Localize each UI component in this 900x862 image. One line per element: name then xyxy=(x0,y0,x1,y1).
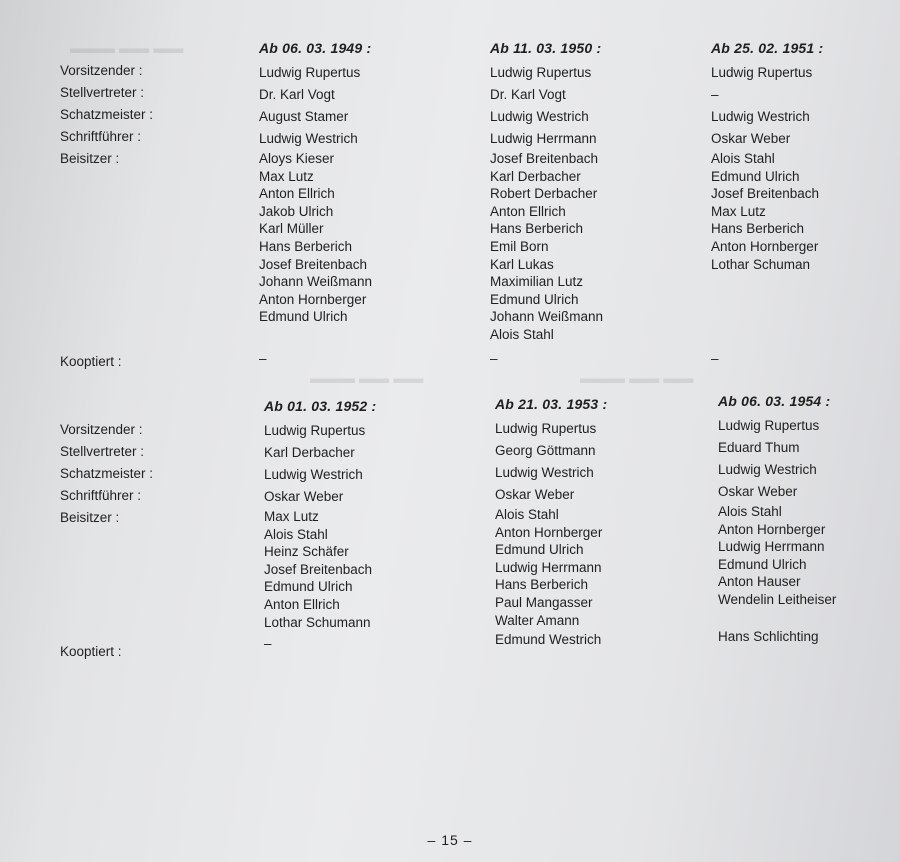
vorsitzender-value: Ludwig Rupertus xyxy=(711,65,813,80)
board-1950 xyxy=(490,40,603,370)
beisitzer-member: Josef Breitenbach xyxy=(259,256,368,272)
beisitzer-member: Wendelin Leitheiser xyxy=(718,591,837,607)
schatzmeister-value: Ludwig Westrich xyxy=(711,109,810,124)
beisitzer-member: Hans Berberich xyxy=(711,221,805,237)
beisitzer-member: Max Lutz xyxy=(259,168,314,184)
beisitzer-list xyxy=(495,506,607,629)
beisitzer-member: Paul Mangasser xyxy=(495,594,593,610)
beisitzer-member: Robert Derbacher xyxy=(490,186,598,202)
kooptiert-value: Edmund Westrich xyxy=(495,632,602,647)
label-schriftfuehrer: Schriftführer : xyxy=(60,129,142,144)
vorsitzender-value: Ludwig Rupertus xyxy=(495,421,597,436)
beisitzer-member: Alois Stahl xyxy=(711,151,775,166)
board-1951 xyxy=(711,40,823,370)
beisitzer-member: Josef Breitenbach xyxy=(711,186,820,202)
beisitzer-member: Hans Berberich xyxy=(495,577,589,593)
beisitzer-member: Edmund Ulrich xyxy=(259,309,348,325)
label-vorsitzender: Vorsitzender : xyxy=(60,63,143,78)
beisitzer-list xyxy=(711,150,823,273)
beisitzer-member: Alois Stahl xyxy=(490,326,554,342)
stellvertreter-value: Georg Göttmann xyxy=(495,443,596,458)
stellvertreter-value: – xyxy=(711,87,719,102)
beisitzer-member: Edmund Ulrich xyxy=(711,168,800,184)
stellvertreter-value: Karl Derbacher xyxy=(264,445,355,460)
vorsitzender-value: Ludwig Rupertus xyxy=(490,65,592,80)
schriftfuehrer-value: Ludwig Westrich xyxy=(259,131,358,146)
beisitzer-list xyxy=(259,150,372,326)
beisitzer-list xyxy=(490,150,603,344)
bleed-through-texture: ▬▬ ▬▬ ▬▬▬ ▬▬ ▬▬ ▬▬▬ ▬▬ ▬▬ ▬▬▬ xyxy=(70,40,694,387)
schatzmeister-value: Ludwig Westrich xyxy=(718,462,817,477)
period-heading: Ab 11. 03. 1950 : xyxy=(490,40,602,56)
beisitzer-member: Maximilian Lutz xyxy=(490,274,584,290)
board-1953 xyxy=(495,396,607,656)
label-stellvertreter: Stellvertreter : xyxy=(60,85,145,100)
beisitzer-member: Lothar Schuman xyxy=(711,256,811,272)
beisitzer-member: Emil Born xyxy=(490,238,549,254)
beisitzer-member: Karl Müller xyxy=(259,221,324,237)
schatzmeister-value: Ludwig Westrich xyxy=(495,465,594,480)
beisitzer-member: Ludwig Herrmann xyxy=(718,539,825,555)
label-beisitzer: Beisitzer : xyxy=(60,510,120,525)
beisitzer-member: Josef Breitenbach xyxy=(264,561,373,577)
beisitzer-member: Josef Breitenbach xyxy=(490,151,599,166)
beisitzer-member: Hans Berberich xyxy=(490,221,584,237)
board-1952 xyxy=(264,398,376,658)
beisitzer-member: Anton Hornberger xyxy=(711,238,819,254)
label-kooptiert: Kooptiert : xyxy=(60,644,122,659)
stellvertreter-value: Dr. Karl Vogt xyxy=(259,87,335,102)
beisitzer-member: Johann Weißmann xyxy=(490,309,604,325)
period-heading: Ab 21. 03. 1953 : xyxy=(495,396,608,412)
beisitzer-member: Johann Weißmann xyxy=(259,274,373,290)
beisitzer-list xyxy=(264,508,376,631)
beisitzer-member: Max Lutz xyxy=(264,509,319,524)
kooptiert-value: – xyxy=(259,351,267,366)
kooptiert-value: Hans Schlichting xyxy=(718,629,819,644)
period-heading: Ab 01. 03. 1952 : xyxy=(264,398,377,414)
beisitzer-member: Alois Stahl xyxy=(264,526,328,542)
period-heading: Ab 06. 03. 1954 : xyxy=(718,393,831,409)
beisitzer-member: Anton Hornberger xyxy=(495,524,603,540)
beisitzer-member: Anton Hornberger xyxy=(718,521,826,537)
beisitzer-member: Edmund Ulrich xyxy=(495,542,584,558)
label-vorsitzender: Vorsitzender : xyxy=(60,422,143,437)
label-kooptiert: Kooptiert : xyxy=(60,354,122,369)
beisitzer-member: Anton Ellrich xyxy=(490,203,566,219)
stellvertreter-value: Dr. Karl Vogt xyxy=(490,87,566,102)
board-1949 xyxy=(259,40,372,370)
beisitzer-member: Anton Ellrich xyxy=(264,596,340,612)
vorsitzender-value: Ludwig Rupertus xyxy=(264,423,366,438)
beisitzer-member: Ludwig Herrmann xyxy=(495,559,602,575)
schriftfuehrer-value: Oskar Weber xyxy=(264,489,344,504)
schriftfuehrer-value: Oskar Weber xyxy=(495,487,575,502)
label-beisitzer: Beisitzer : xyxy=(60,151,120,166)
beisitzer-member: Anton Hornberger xyxy=(259,291,367,307)
beisitzer-member: Edmund Ulrich xyxy=(718,556,807,572)
beisitzer-member: Max Lutz xyxy=(711,203,766,219)
page-number: – 15 – xyxy=(427,832,473,848)
beisitzer-member: Alois Stahl xyxy=(718,504,782,519)
beisitzer-member: Heinz Schäfer xyxy=(264,544,349,560)
beisitzer-member: Anton Ellrich xyxy=(259,186,335,202)
beisitzer-member: Anton Hauser xyxy=(718,574,801,590)
beisitzer-member: Karl Lukas xyxy=(490,256,554,272)
beisitzer-member: Lothar Schumann xyxy=(264,614,371,630)
label-schatzmeister: Schatzmeister : xyxy=(60,466,154,481)
beisitzer-member: Edmund Ulrich xyxy=(490,291,579,307)
beisitzer-member: Edmund Ulrich xyxy=(264,579,353,595)
schatzmeister-value: Ludwig Westrich xyxy=(490,109,589,124)
label-schriftfuehrer: Schriftführer : xyxy=(60,488,142,503)
beisitzer-member: Aloys Kieser xyxy=(259,151,335,166)
label-schatzmeister: Schatzmeister : xyxy=(60,107,154,122)
board-1954 xyxy=(718,393,836,653)
beisitzer-member: Jakob Ulrich xyxy=(259,203,334,219)
vorsitzender-value: Ludwig Rupertus xyxy=(718,418,820,433)
schriftfuehrer-value: Oskar Weber xyxy=(718,484,798,499)
vorsitzender-value: Ludwig Rupertus xyxy=(259,65,361,80)
period-heading: Ab 06. 03. 1949 : xyxy=(259,40,372,56)
kooptiert-value: – xyxy=(264,636,272,651)
beisitzer-member: Karl Derbacher xyxy=(490,168,581,184)
schatzmeister-value: August Stamer xyxy=(259,109,349,124)
label-stellvertreter: Stellvertreter : xyxy=(60,444,145,459)
stellvertreter-value: Eduard Thum xyxy=(718,440,800,455)
beisitzer-member: Alois Stahl xyxy=(495,507,559,522)
kooptiert-value: – xyxy=(711,351,719,366)
schatzmeister-value: Ludwig Westrich xyxy=(264,467,363,482)
beisitzer-member: Walter Amann xyxy=(495,612,580,628)
kooptiert-value: – xyxy=(490,351,498,366)
beisitzer-member: Hans Berberich xyxy=(259,238,353,254)
period-heading: Ab 25. 02. 1951 : xyxy=(711,40,824,56)
beisitzer-list xyxy=(718,503,836,609)
schriftfuehrer-value: Oskar Weber xyxy=(711,131,791,146)
schriftfuehrer-value: Ludwig Herrmann xyxy=(490,131,597,146)
